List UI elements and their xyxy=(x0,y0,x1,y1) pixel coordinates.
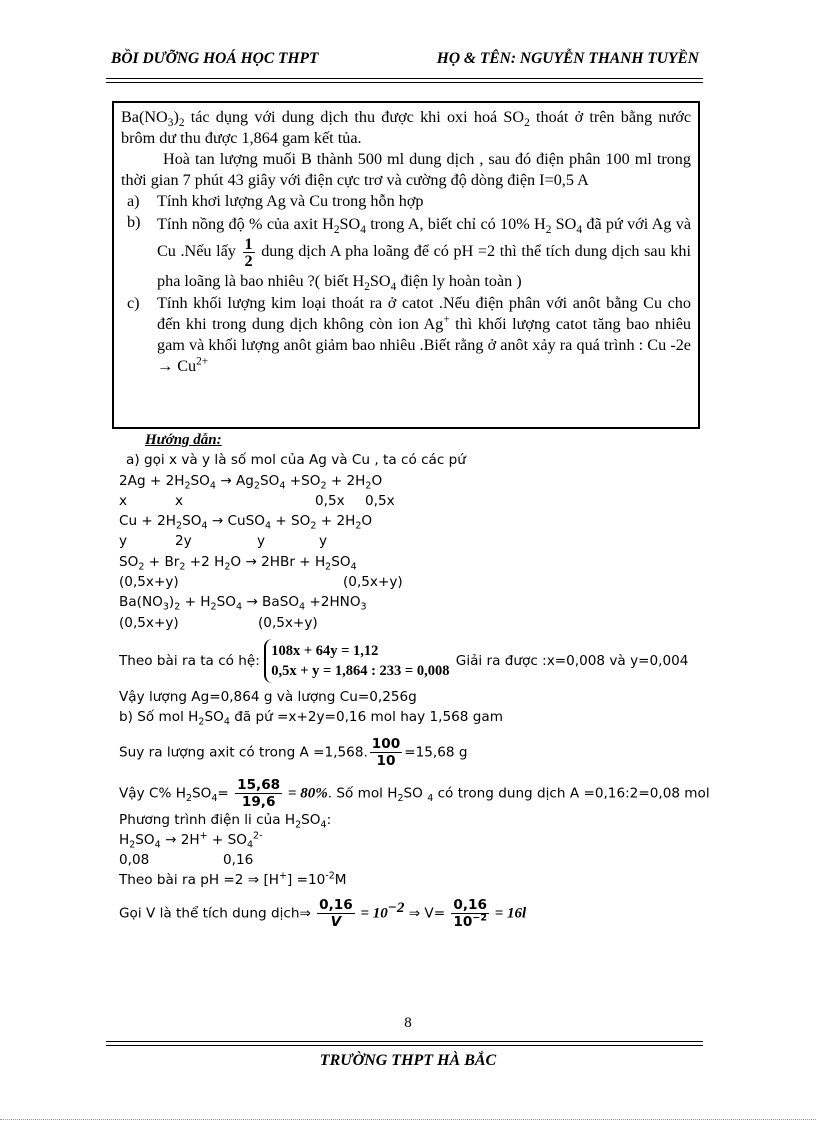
acid-moles: b) Số mol $H_2SO_4$ đã pứ =x+2y=0,16 mol hay 1,568 gam xyxy=(119,709,503,728)
reaction-3-moles: (0,5x+y) (0,5x+y) xyxy=(119,574,403,591)
reaction-2: $Cu + 2H_2SO_4$ → CuSO$_4$ + $SO_2 + 2H_2O$ xyxy=(119,513,373,532)
page-edge xyxy=(0,1119,816,1120)
concentration-fraction: $\frac{15,68}{19,6}$ xyxy=(237,776,281,810)
header-right: HỌ & TÊN: NGUYỄN THANH TUYỀN xyxy=(436,50,699,67)
ionization-intro: Phương trình điện li của $H_2SO_4$: xyxy=(119,811,332,831)
ionization-equation: $H_2SO_4 \to 2H^+ + SO_4^{2-}$ xyxy=(119,830,263,851)
reaction-4-moles: (0,5x+y) (0,5x+y) xyxy=(119,614,318,631)
volume-fraction-1: $\frac{0,16}{V}$ xyxy=(319,896,353,930)
reaction-3: $SO_2 + Br_2 +2$ $H_2O \to 2HBr + H_2SO_4$ xyxy=(119,553,357,573)
volume-line: Gọi V là thể tích dung dịch⇒ $\frac{0,16}{V}$ = $10^{-2}$ ⇒ V= $\frac{0,16}{10^{-2}}$ = 16l xyxy=(119,896,527,930)
ionization-moles: 0,08 0,16 xyxy=(119,852,254,869)
mass-result: Vậy lượng Ag=0,864 g và lượng Cu=0,256g xyxy=(119,688,417,705)
reaction-1-moles: x x 0,5x 0,5x xyxy=(119,492,395,509)
question-c: c) Tính khối lượng kim loại thoát ra ở catot .Nếu điện phân với anôt bằng Cu cho đến khi trong dung dịch không còn ion Ag+ thì khối lượng catot tăng bao nhiêu gam và khối lượng anôt giảm bao nhiêu .Biết rằng ở anôt xảy ra quá trình : Cu $-2e \to Cu^{2+}$ xyxy=(127,294,691,375)
equation-system: Theo bài ra ta có hệ: 108x + 64y = 1,12 0,5x + y = 1,864 : 233 = 0,008 Giải ra được :x=0,008 và y=0,004 xyxy=(119,639,699,683)
system-brace: 108x + 64y = 1,12 0,5x + y = 1,864 : 233 = 0,008 xyxy=(264,639,451,683)
reaction-2-moles: y 2y y y xyxy=(119,533,328,550)
acid-mass: Suy ra lượng axit có trong A =1,568. $\frac{100}{10}$ =15,68 g xyxy=(119,735,468,769)
header-rule-bottom xyxy=(106,82,703,83)
concentration: Vậy C% $H_2SO_4=$ $\frac{15,68}{19,6}$ = 80%. Số mol $H_2SO$ $_4$ có trong dung dịch A =0,16:2=0,08 mol xyxy=(119,776,710,810)
ph-line: Theo bài ra pH =2 ⇒ $[H^+] =10^{-2}M$ xyxy=(119,870,347,889)
problem-intro: $Ba(NO_3)_2$ tác dụng với dung dịch thu được khi oxi hoá $SO_2$ thoát ở trên bằng nước brôm dư thu được 1,864 gam kết tủa. xyxy=(121,108,692,147)
footer-rule-top xyxy=(106,1041,703,1042)
page-number: 8 xyxy=(404,1015,412,1031)
solution-a-intro: a) gọi x và y là số mol của Ag và Cu , ta có các pứ xyxy=(126,452,466,469)
header-rule-top xyxy=(106,78,703,79)
acid-fraction: $\frac{100}{10}$ xyxy=(371,735,401,769)
volume-fraction-2: $\frac{0,16}{10^{-2}}$ xyxy=(453,896,487,930)
solution-heading: Hướng dẫn: xyxy=(145,432,222,448)
footer-rule-bottom xyxy=(106,1045,703,1046)
problem-electrolysis: Hoà tan lượng muối B thành 500 ml dung dịch , sau đó điện phân 100 ml trong thời gian 7 phút 43 giây với điện cực trơ và cường độ dòng điện I=0,5 A xyxy=(121,150,691,189)
footer-school: TRƯỜNG THPT HÀ BẮC xyxy=(319,1052,497,1069)
reaction-4: $Ba(NO_3)_2 + H_2SO_4$ → BaSO$_4$ $+2HNO_3$ xyxy=(119,594,367,614)
header-left: BỒI DƯỠNG HOÁ HỌC THPT xyxy=(111,50,319,67)
question-a: a) Tính khơi lượng Ag và Cu trong hỗn hợp xyxy=(127,192,424,210)
reaction-1: $2Ag + 2H_2SO_4 \to Ag_2SO_4 +SO_2 + 2H_2O$ xyxy=(119,472,383,492)
solution xyxy=(119,430,710,930)
half-fraction: $\frac{1}{2}$ xyxy=(244,235,253,270)
question-b: b) Tính nồng độ % của axit $H_2SO_4$ trong A, biết chỉ có 10% $H_2$ $SO_4$ đã pứ với Ag và Cu .Nếu lấy $\frac{1}{2}$ dung dịch A pha loãng để có pH =2 thì thể tích dung dịch sau khi pha loãng là bao nhiêu ?( biết $H_2SO_4$ điện ly hoàn toàn ) xyxy=(127,213,692,294)
problem-box xyxy=(112,101,700,429)
